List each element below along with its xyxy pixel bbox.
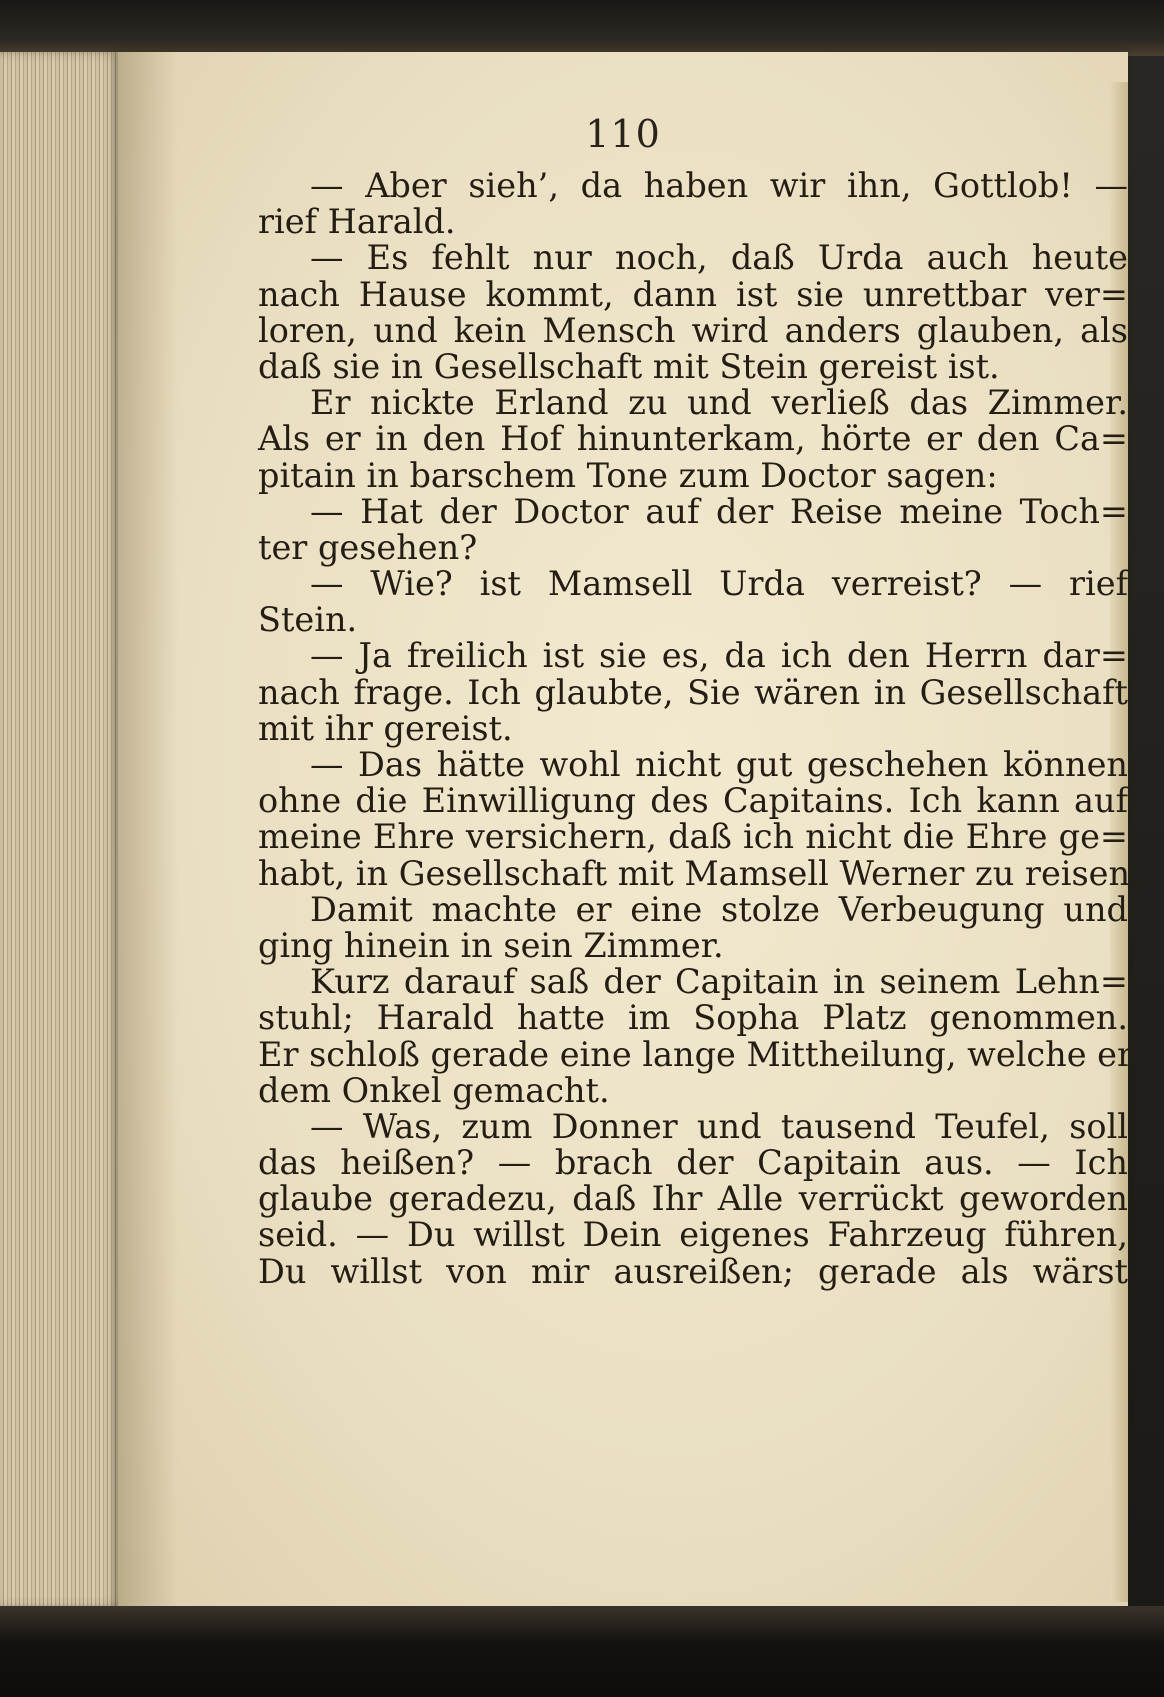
text-line: — Es fehlt nur noch, daß Urda auch heute	[310, 238, 1128, 278]
text-line: loren, und kein Mensch wird anders glauben, als	[258, 310, 1128, 350]
text-line: das heißen? — brach der Capitain aus. — Ich	[258, 1143, 1128, 1183]
text-line: Als er in den Hof hinunterkam, hörte er den Ca=	[258, 419, 1128, 459]
text-line: — Was, zum Donner und tausend Teufel, soll	[310, 1106, 1128, 1146]
text-line: dem Onkel gemacht.	[258, 1070, 610, 1110]
text-line: glaube geradezu, daß Ihr Alle verrückt geworden	[258, 1179, 1128, 1219]
text-line: Er nickte Erland zu und verließ das Zimmer.	[310, 383, 1128, 423]
text-line: Kurz darauf saß der Capitain in seinem Lehn=	[310, 962, 1128, 1002]
text-line: meine Ehre versichern, daß ich nicht die Ehre ge=	[258, 817, 1128, 857]
text-line: — Aber sieh’, da haben wir ihn, Gottlob! —	[310, 166, 1128, 205]
text-line: stuhl; Harald hatte im Sopha Platz genommen.	[258, 998, 1128, 1038]
text-line: Du willst von mir ausreißen; gerade als wärst	[258, 1251, 1128, 1291]
text-line: — Hat der Doctor auf der Reise meine Toch=	[310, 491, 1128, 531]
text-line: nach Hause kommt, dann ist sie unrettbar ver=	[258, 274, 1128, 314]
text-line: — Ja freilich ist sie es, da ich den Herrn dar=	[310, 636, 1128, 676]
text-line: Stein.	[258, 600, 358, 640]
text-line: mit ihr gereist.	[258, 708, 513, 748]
text-line: — Das hätte wohl nicht gut geschehen können	[310, 745, 1128, 784]
text-line: ohne die Einwilligung des Capitains. Ich kann auf	[258, 781, 1128, 821]
text-line: daß sie in Gesellschaft mit Stein gereist ist.	[258, 346, 1000, 386]
text-line: — Wie? ist Mamsell Urda verreist? — rief	[310, 564, 1128, 604]
text-line: ter gesehen?	[258, 527, 478, 567]
text-line: Er schloß gerade eine lange Mittheilung, welche er	[258, 1034, 1134, 1074]
text-line: pitain in barschem Tone zum Doctor sagen:	[258, 455, 998, 495]
gutter-shadow	[118, 52, 178, 1612]
page-number: 110	[585, 112, 661, 156]
text-line: habt, in Gesellschaft mit Mamsell Werner zu reisen.	[258, 853, 1141, 893]
text-line: nach frage. Ich glaubte, Sie wären in Gesellschaft	[258, 672, 1128, 712]
book-binding-bottom	[0, 1606, 1164, 1697]
text-line: ging hinein in sein Zimmer.	[258, 925, 724, 965]
text-line: Damit machte er eine stolze Verbeugung und	[310, 889, 1128, 929]
text-line: seid. — Du willst Dein eigenes Fahrzeug führen,	[258, 1215, 1128, 1255]
book-binding-top	[0, 0, 1164, 56]
text-line: rief Harald.	[258, 202, 456, 242]
body-text	[258, 166, 1141, 1291]
book-page	[118, 52, 1141, 1612]
